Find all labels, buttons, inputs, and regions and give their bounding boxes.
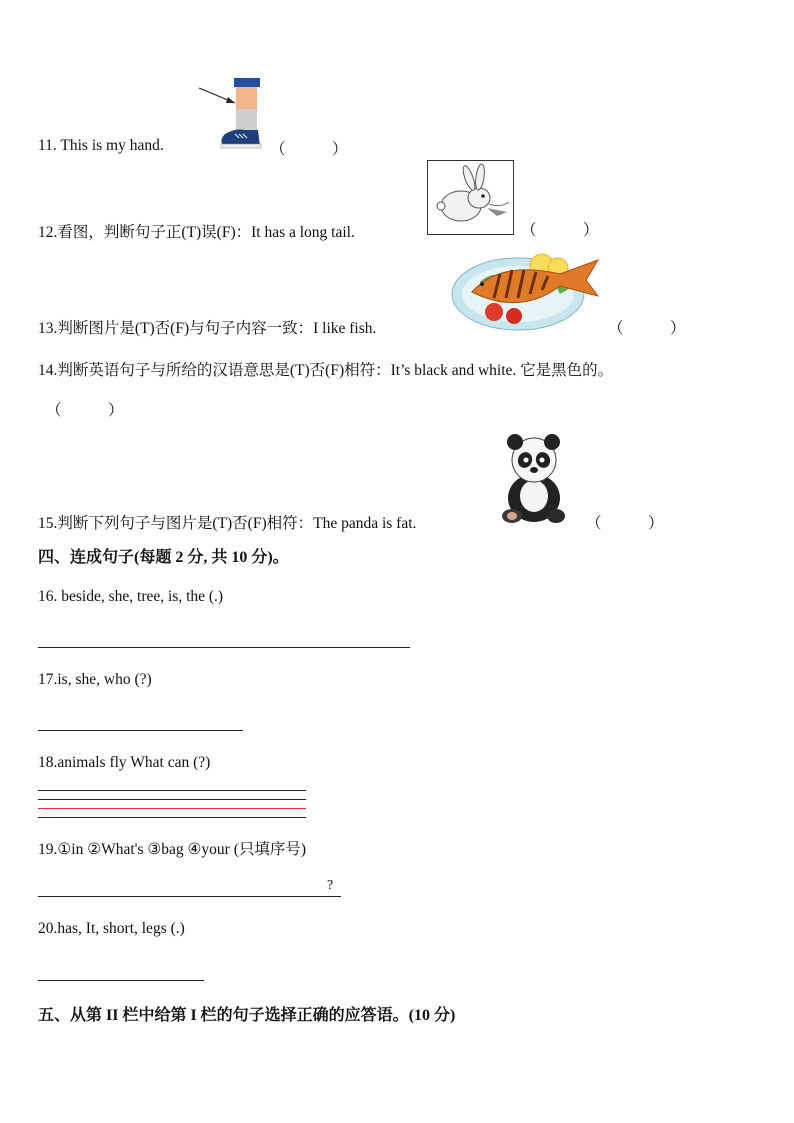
- panda-icon: [500, 432, 568, 526]
- answer-line-16[interactable]: [38, 647, 410, 648]
- answer-blank-14[interactable]: （ ）: [46, 402, 124, 419]
- question-text: 14.判断英语句子与所给的汉语意思是(T)否(F)相符：It’s black and white. 它是黑色的。: [38, 362, 614, 379]
- grid-line-4: [38, 817, 306, 818]
- rabbit-icon: [427, 160, 515, 236]
- answer-line-17[interactable]: [38, 730, 243, 731]
- question-15: [38, 511, 416, 533]
- section-4-title: 四、连成句子(每题 2 分, 共 10 分)。: [38, 549, 289, 566]
- question-text: 13.判断图片是(T)否(F)与句子内容一致：I like fish.: [38, 320, 377, 337]
- question-text: 15.判断下列句子与图片是(T)否(F)相符：The panda is fat.: [38, 515, 417, 532]
- answer-blank-11[interactable]: （ ）: [270, 141, 348, 158]
- question-12: [38, 220, 355, 242]
- question-17: 17.is, she, who (?): [38, 671, 152, 688]
- answer-blank-13[interactable]: （ ）: [608, 320, 686, 337]
- section-5-title: 五、从第 II 栏中给第 I 栏的句子选择正确的应答语。(10 分): [38, 1007, 456, 1024]
- grid-line-3: [38, 808, 306, 809]
- question-11: [38, 137, 164, 155]
- answer-blank-12[interactable]: （ ）: [521, 222, 599, 239]
- leg-icon: [195, 76, 267, 154]
- question-text: 11. This is my hand.: [38, 137, 164, 154]
- question-16: 16. beside, she, tree, is, the (.): [38, 588, 224, 605]
- question-mark: ?: [327, 878, 334, 893]
- question-text: 12.看图，判断句子正(T)误(F)：It has a long tail.: [38, 224, 355, 241]
- question-20: 20.has, It, short, legs (.): [38, 920, 185, 937]
- question-19: 19.①in ②What's ③bag ④your (只填序号): [38, 841, 307, 858]
- answer-blank-15[interactable]: （ ）: [586, 515, 664, 532]
- question-14: [38, 358, 613, 380]
- answer-line-19[interactable]: [38, 896, 341, 897]
- question-18: 18.animals fly What can (?): [38, 754, 211, 771]
- grid-line-1: [38, 790, 306, 791]
- answer-line-20[interactable]: [38, 980, 204, 981]
- grid-line-2: [38, 799, 306, 800]
- fish-plate-icon: [450, 246, 600, 334]
- question-13: [38, 316, 376, 338]
